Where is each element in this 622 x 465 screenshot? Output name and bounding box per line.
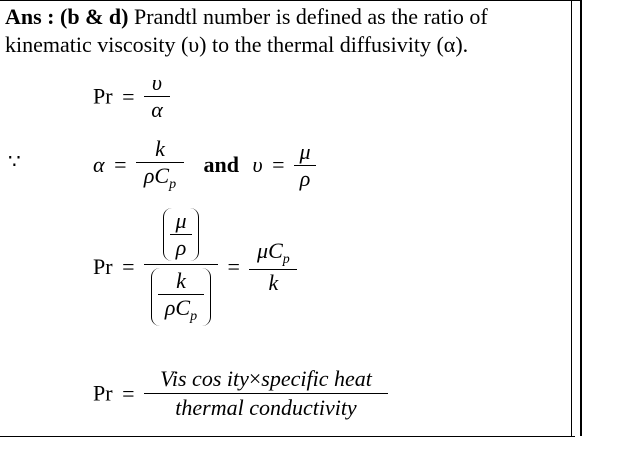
and-word: and <box>203 152 239 177</box>
compound-numerator <box>144 208 218 261</box>
rho-symbol: ρ <box>143 163 155 188</box>
fraction-mu-over-rho <box>294 138 316 191</box>
parenthesis-group <box>151 268 211 326</box>
c-symbol: C <box>154 163 170 188</box>
viscosity-word: Vis cos ity <box>160 366 249 391</box>
fraction-words <box>144 368 388 419</box>
equals-sign: = <box>272 152 285 177</box>
numerator-mu: μ <box>175 208 187 233</box>
numerator-mu-cp <box>249 240 297 267</box>
pr-symbol: Pr <box>93 380 113 406</box>
subscript-p: p <box>282 252 290 267</box>
answer-prefix: Ans : (b & d) <box>5 4 129 29</box>
equation-prandtl-words <box>93 368 388 419</box>
times-symbol: × <box>248 366 262 391</box>
subscript-p: p <box>190 309 198 324</box>
upsilon-symbol: υ <box>252 152 263 177</box>
fraction-mu-over-rho <box>170 210 192 259</box>
equals-sign: = <box>122 83 135 109</box>
since-symbol: ∵ <box>8 151 21 173</box>
compound-fraction <box>144 208 218 326</box>
equation-prandtl-derivation <box>93 208 297 326</box>
pr-symbol: Pr <box>93 83 113 109</box>
fraction-k-over-rho-cp <box>158 270 204 324</box>
answer-line-1: Prandtl number is defined as the ratio of <box>128 4 488 29</box>
main-fraction-bar <box>144 264 218 265</box>
equation-prandtl-definition <box>93 72 170 121</box>
pr-symbol: Pr <box>93 254 113 279</box>
denominator-rho: ρ <box>299 165 311 191</box>
answer-text <box>5 3 571 59</box>
answer-line-2: kinematic viscosity (υ) to the thermal diffusivity (α). <box>5 32 469 57</box>
frame-top-border <box>0 0 580 1</box>
mu-symbol: μ <box>257 238 269 263</box>
fraction-bar <box>144 393 388 394</box>
frame-right-border-inner <box>571 0 572 436</box>
equation-alpha-and-upsilon <box>93 138 316 192</box>
rho-symbol: ρ <box>164 295 176 320</box>
equals-sign: = <box>122 254 135 279</box>
denominator-rho-cp <box>158 297 204 324</box>
equals-sign: = <box>227 254 240 279</box>
denominator-rho-cp <box>136 165 184 192</box>
c-symbol: C <box>175 295 191 320</box>
subscript-p: p <box>169 177 177 192</box>
specific-heat-words: specific heat <box>261 366 372 391</box>
frame-right-border-outer <box>580 0 582 436</box>
frame-bottom-border <box>0 436 575 437</box>
fraction-upsilon-over-alpha <box>144 72 170 121</box>
equals-sign: = <box>122 380 135 406</box>
numerator-k: k <box>176 268 186 293</box>
numerator-words <box>144 368 388 390</box>
parenthesis-group <box>163 208 199 261</box>
numerator-upsilon: υ <box>151 70 163 95</box>
alpha-symbol: α <box>93 152 105 177</box>
c-symbol: C <box>268 238 283 263</box>
equals-sign: = <box>114 152 127 177</box>
numerator-mu: μ <box>299 138 311 164</box>
denominator-alpha: α <box>151 97 163 122</box>
fraction-mu-cp-over-k <box>249 240 297 294</box>
denominator-k: k <box>268 270 279 295</box>
compound-denominator <box>144 268 218 326</box>
fraction-k-over-rho-cp <box>136 138 184 192</box>
numerator-k: k <box>155 136 165 161</box>
frame-corner-mark <box>580 434 582 436</box>
denominator-thermal-conductivity: thermal conductivity <box>175 395 357 420</box>
denominator-rho: ρ <box>175 235 187 260</box>
